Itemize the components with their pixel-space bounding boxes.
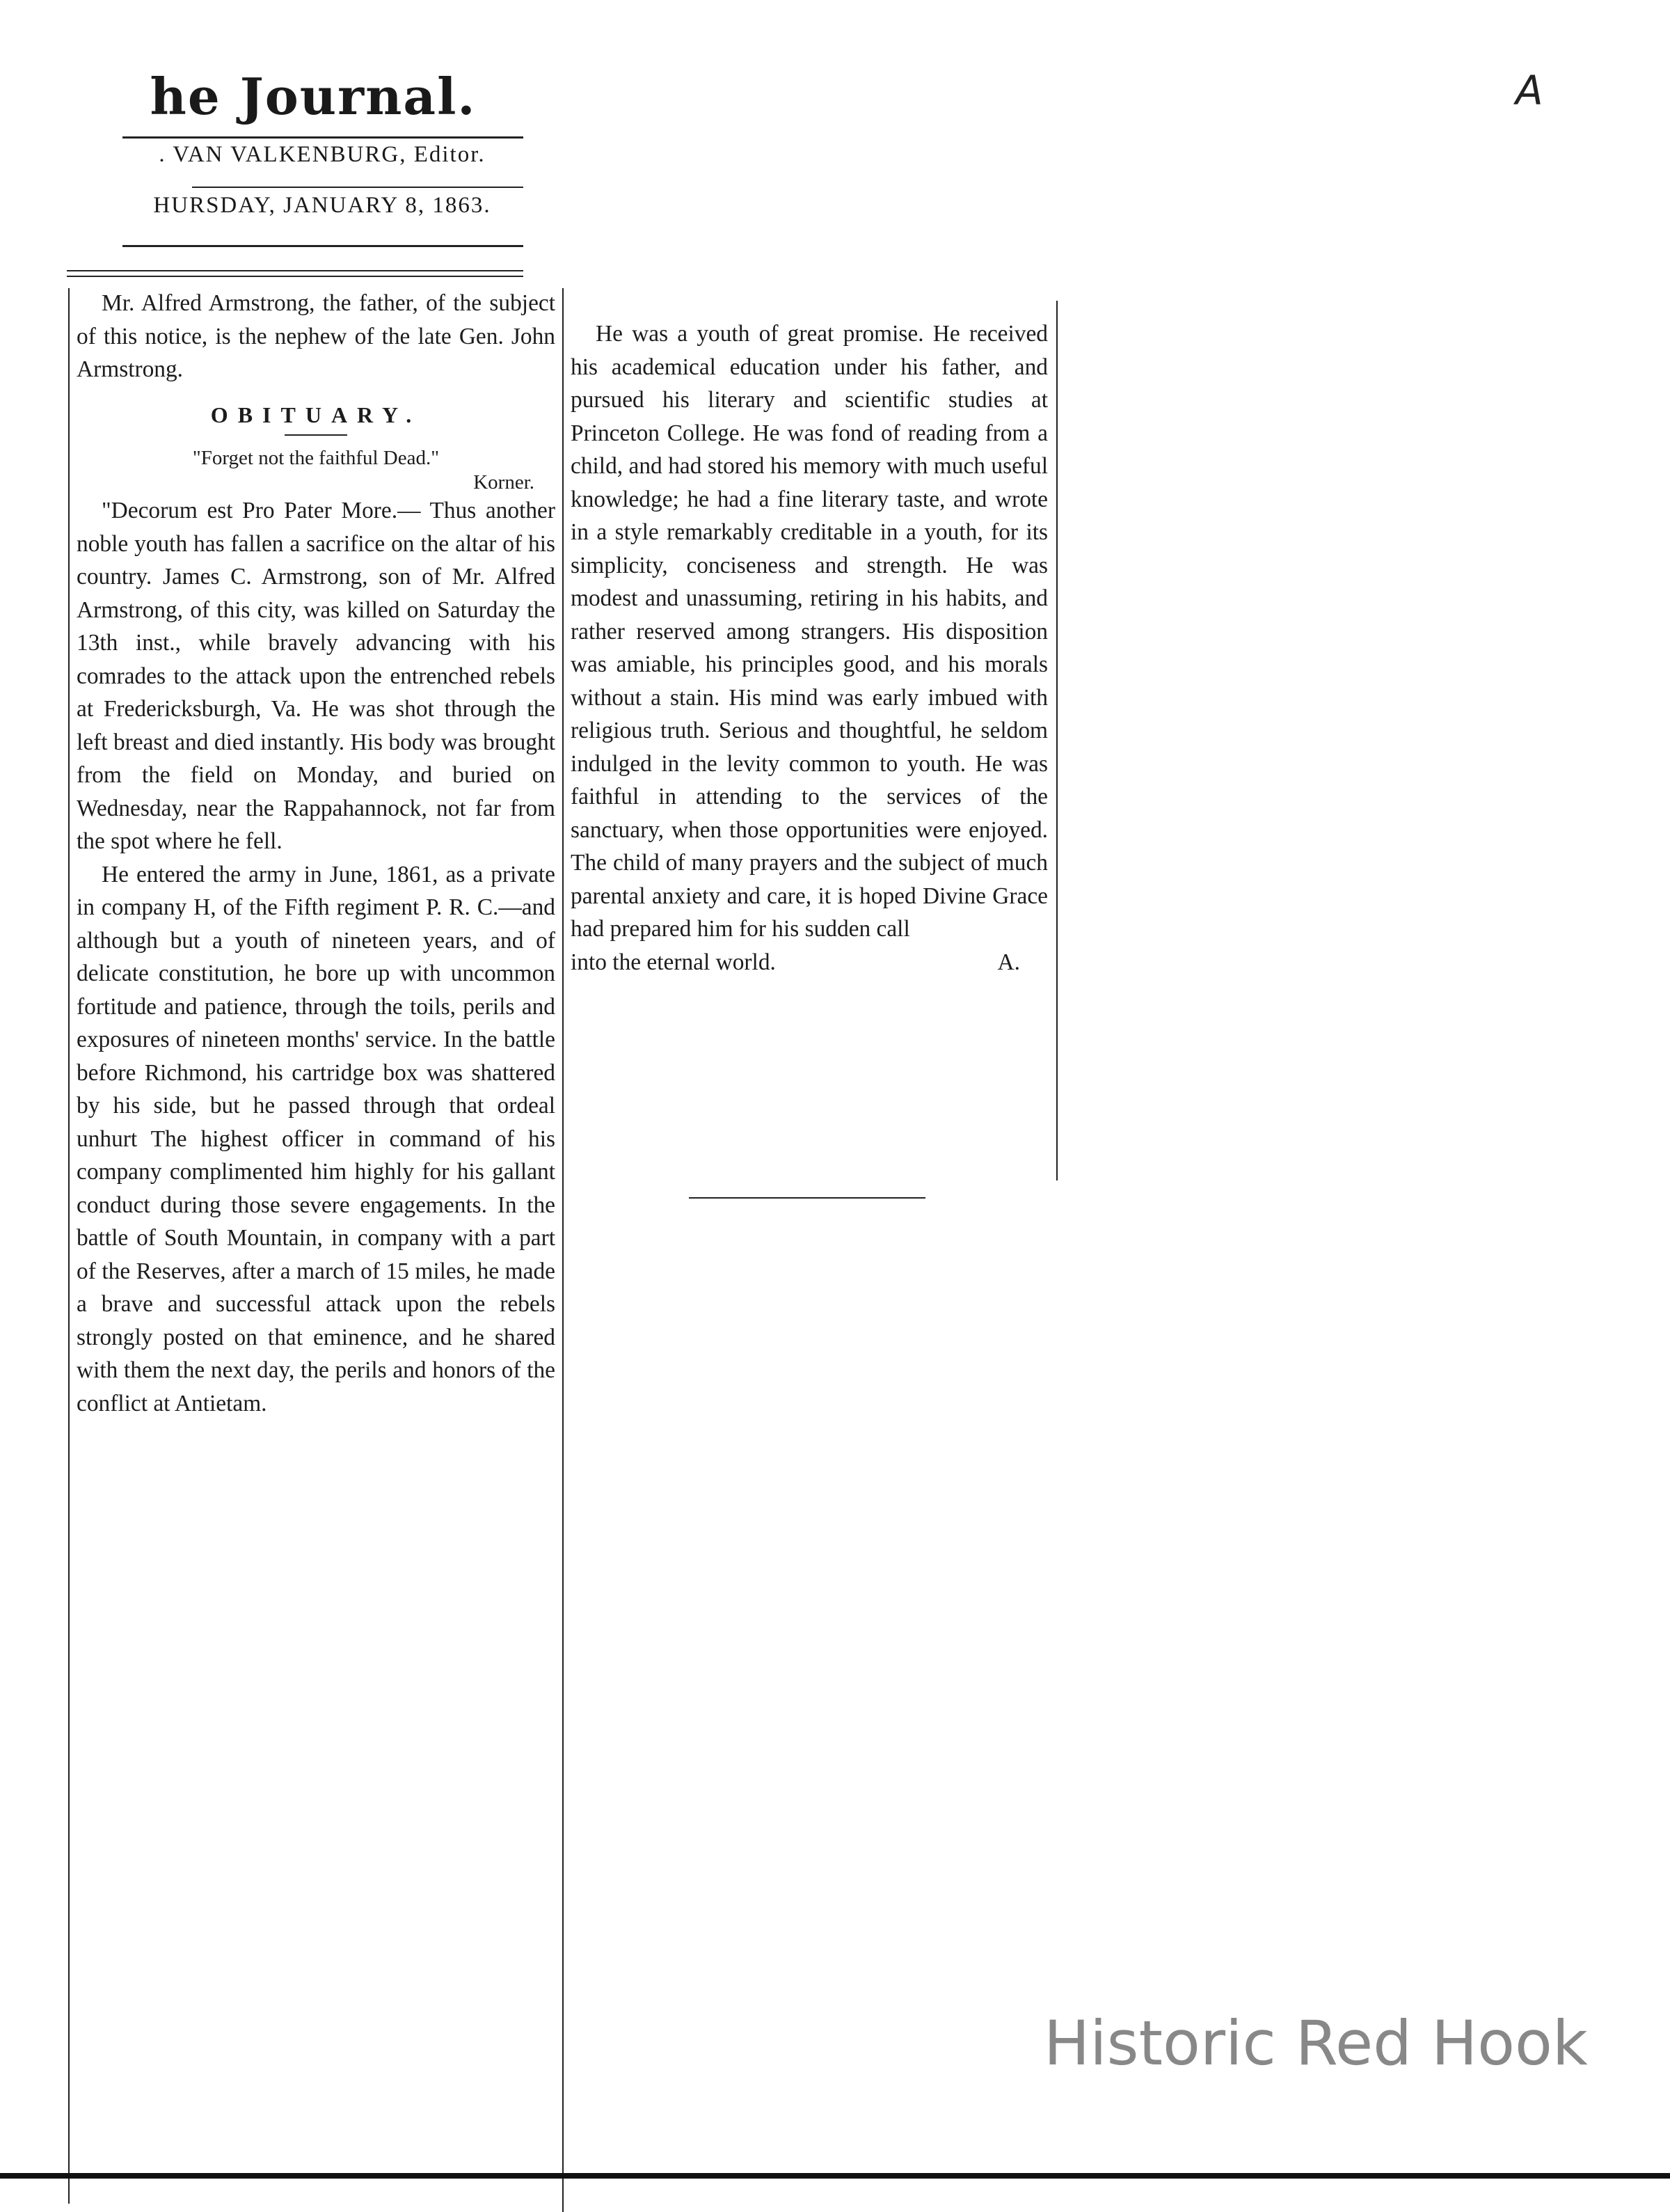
watermark: Historic Red Hook xyxy=(1044,2007,1588,2079)
masthead-rule-2 xyxy=(192,187,523,188)
column-divider xyxy=(562,288,564,2212)
newspaper-title: he Journal. xyxy=(150,67,477,126)
obituary-column-1 xyxy=(77,287,555,1420)
obituary-heading: OBITUARY. xyxy=(210,402,422,427)
end-rule xyxy=(689,1197,925,1199)
obituary-paragraph-1: "Decorum est Pro Pater More.— Thus another noble youth has fallen a sacrifice on the altar of his country. James C. Armstrong, son of Mr. Alfred Armstrong, of this city, was killed on Saturday the 13th inst., while bravely advancing with his comrades to the attack upon the entrenched rebels at Fredericksburgh, Va. He was shot through the left breast and died instantly. His body was brought from the field on Monday, and buried on Wednesday, near the Rappahannock, not far from the spot where he fell. xyxy=(77,498,555,854)
masthead-rule-3 xyxy=(122,245,523,247)
obituary-paragraph-2: He entered the army in June, 1861, as a private in company H, of the Fifth regiment P. R. C.—and although but a youth of nineteen years, and of delicate constitution, he bore up with uncommon fortitude and patience, through the toils, perils and exposures of nineteen months' service. In the battle before Richmond, his cartridge box was shattered by his side, but he passed through that ordeal unhurt The highest officer in command of his company complimented him highly for his gallant conduct during those severe engagements. In the battle of South Mountain, in company with a part of the Reserves, after a march of 15 miles, he made a brave and successful attack upon the rebels strongly posted on that eminence, and he shared with them the next day, the perils and honors of the conflict at Antietam. xyxy=(77,861,555,1416)
editor-line: . VAN VALKENBURG, Editor. xyxy=(159,142,486,167)
column-2-border-right xyxy=(1056,301,1058,1180)
heading-rule xyxy=(285,434,347,436)
signature: A. xyxy=(997,949,1020,975)
masthead xyxy=(117,67,527,219)
issue-date: HURSDAY, JANUARY 8, 1863. xyxy=(153,193,491,218)
closing-text: into the eternal world. xyxy=(571,949,776,975)
column-border-left xyxy=(68,288,70,2204)
epigraph: "Forget not the faithful Dead." xyxy=(192,447,440,469)
masthead-rule-5 xyxy=(67,276,523,277)
page-mark: A xyxy=(1516,67,1543,114)
notice-paragraph: Mr. Alfred Armstrong, the father, of the subject of this notice, is the nephew of the late Gen. John Armstrong. xyxy=(77,290,555,382)
epigraph-author: Korner. xyxy=(473,471,534,493)
masthead-rule-1 xyxy=(122,136,523,139)
bottom-border xyxy=(0,2173,1670,2179)
closing-line xyxy=(571,946,1048,979)
obituary-paragraph-3: He was a youth of great promise. He received his academical education under his father, and pursued his literary and scientific studies at Princeton College. He was fond of reading from a child, and had stored his memory with much useful knowledge; he had a fine literary taste, and wrote in a style remarkably creditable in a youth, for its simplicity, conciseness and strength. He was modest and unassuming, retiring in his habits, and rather reserved among strangers. His disposition was amiable, his principles good, and his morals without a stain. His mind was early imbued with religious truth. Serious and thoughtful, he seldom indulged in the levity common to youth. He was faithful in attending to the services of the sanctuary, when those opportunities were enjoyed. The child of many prayers and the subject of much parental anxiety and care, it is hoped Divine Grace had prepared him for his sudden call xyxy=(571,321,1048,942)
obituary-column-2 xyxy=(571,317,1048,979)
masthead-rule-4 xyxy=(67,270,523,271)
